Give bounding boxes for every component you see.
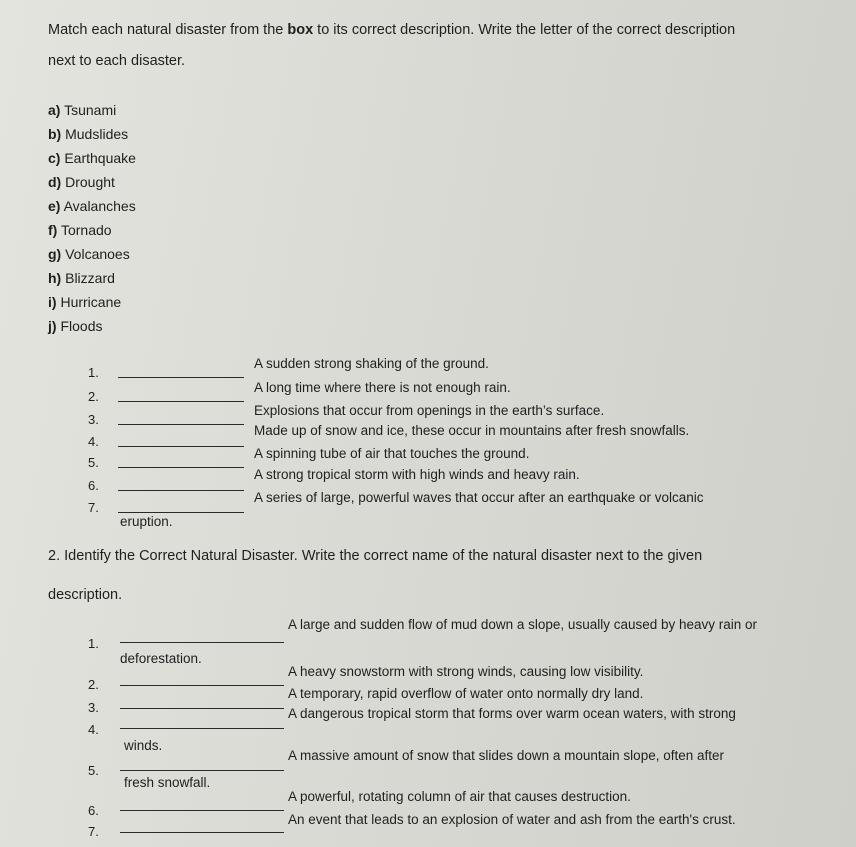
question-description-continued: fresh snowfall. [124, 775, 211, 790]
answer-blank[interactable] [120, 685, 284, 686]
instruction-text: to its correct description. Write the letter of the correct description [313, 22, 736, 38]
answer-blank[interactable] [118, 424, 244, 425]
answer-blank[interactable] [120, 770, 284, 771]
question-description: A long time where there is not enough rain. [254, 380, 511, 395]
question-number: 3. [88, 700, 99, 715]
question-number: 5. [88, 763, 99, 778]
question-description-continued: deforestation. [120, 651, 202, 666]
question-description: A heavy snowstorm with strong winds, causing low visibility. [288, 664, 644, 679]
section1-instruction-line1 [48, 18, 735, 43]
option-item: b) Mudslides [48, 126, 129, 142]
answer-blank[interactable] [118, 467, 244, 468]
question-number: 6. [88, 478, 99, 493]
question-number: 2. [88, 677, 99, 692]
question-description: A series of large, powerful waves that occur after an earthquake or volcanic [254, 490, 704, 505]
question-description: A large and sudden flow of mud down a slope, usually caused by heavy rain or [288, 617, 758, 632]
question-description: Made up of snow and ice, these occur in mountains after fresh snowfalls. [254, 423, 690, 438]
option-item: h) Blizzard [48, 270, 115, 286]
answer-blank[interactable] [118, 446, 244, 447]
option-item: e) Avalanches [48, 198, 136, 214]
answer-blank[interactable] [118, 377, 244, 378]
section2-instruction-line1: 2. Identify the Correct Natural Disaster. Write the correct name of the natural disaster next to the given [48, 548, 703, 564]
question-description: An event that leads to an explosion of water and ash from the earth's crust. [288, 812, 736, 827]
question-description: Explosions that occur from openings in the earth’s surface. [254, 403, 605, 418]
question-number: 5. [88, 455, 99, 470]
option-item: g) Volcanoes [48, 246, 130, 262]
question-description-continued: winds. [124, 738, 163, 753]
answer-blank[interactable] [120, 810, 284, 811]
question-number: 4. [88, 434, 99, 449]
answer-blank[interactable] [120, 642, 284, 643]
answer-blank[interactable] [120, 728, 284, 729]
option-item: j) Floods [48, 318, 103, 334]
question-description: A sudden strong shaking of the ground. [254, 356, 489, 371]
option-item: i) Hurricane [48, 294, 122, 310]
instruction-bold-word: box [287, 22, 314, 38]
answer-blank[interactable] [118, 401, 244, 402]
question-description: A powerful, rotating column of air that causes destruction. [288, 789, 631, 804]
section2-instruction-line2: description. [48, 587, 123, 603]
question-description: A dangerous tropical storm that forms over warm ocean waters, with strong [288, 706, 736, 721]
instruction-text: Match each natural disaster from the [48, 22, 288, 38]
question-number: 6. [88, 803, 99, 818]
answer-blank[interactable] [118, 490, 244, 491]
question-number: 4. [88, 722, 99, 737]
question-description: A massive amount of snow that slides down a mountain slope, often after [288, 748, 724, 763]
question-description: A spinning tube of air that touches the ground. [254, 446, 530, 461]
question-number: 7. [88, 500, 99, 515]
question-number: 1. [88, 636, 99, 651]
option-item: c) Earthquake [48, 150, 136, 166]
answer-blank[interactable] [120, 832, 284, 833]
question-number: 7. [88, 824, 99, 839]
option-item: a) Tsunami [48, 102, 117, 118]
question-description: A strong tropical storm with high winds and heavy rain. [254, 467, 580, 482]
question-number: 2. [88, 389, 99, 404]
section1-instruction-line2: next to each disaster. [48, 53, 186, 69]
question-number: 1. [88, 365, 99, 380]
option-item: f) Tornado [48, 222, 112, 238]
answer-blank[interactable] [118, 512, 244, 513]
option-item: d) Drought [48, 174, 115, 190]
question-number: 3. [88, 412, 99, 427]
answer-blank[interactable] [120, 708, 284, 709]
question-description: A temporary, rapid overflow of water onto normally dry land. [288, 686, 644, 701]
question-description-continued: eruption. [120, 514, 173, 529]
